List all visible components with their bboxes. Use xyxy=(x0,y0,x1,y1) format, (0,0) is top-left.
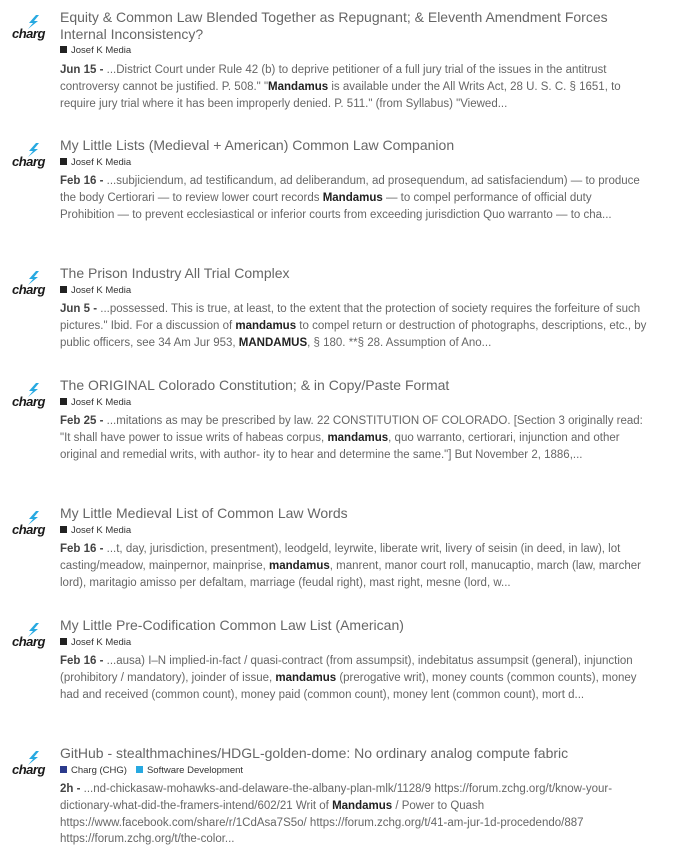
result-title[interactable]: Equity & Common Law Blended Together as Repugnant; & Eleventh Amendment Forces Internal Inconsistency? xyxy=(60,9,608,42)
category-badge[interactable] xyxy=(60,637,131,649)
result-excerpt xyxy=(60,653,648,703)
logo-wordmark: charg xyxy=(12,26,45,41)
result-title[interactable]: The Prison Industry All Trial Complex xyxy=(60,265,290,281)
charg-logo xyxy=(12,143,48,167)
category-badge[interactable] xyxy=(60,285,131,297)
lightning-bolt-icon xyxy=(12,383,48,409)
category-color-swatch xyxy=(60,46,67,53)
category-badge[interactable] xyxy=(136,765,243,777)
result-excerpt xyxy=(60,781,648,848)
category-name: Josef K Media xyxy=(71,285,132,296)
lightning-bolt-icon xyxy=(12,15,48,41)
category-color-swatch xyxy=(60,526,67,533)
excerpt-text: is available under the All Writs Act, 28 U. S. C. § 1651, to require jury trial where it has been improperly denied. P. 511." (from Syllabus) "Viewed... xyxy=(60,80,621,110)
category-color-swatch xyxy=(60,766,67,773)
charg-logo xyxy=(12,271,48,295)
category-color-swatch xyxy=(136,766,143,773)
lightning-bolt-icon xyxy=(12,751,48,777)
result-categories xyxy=(60,45,140,57)
category-name: Josef K Media xyxy=(71,525,132,536)
excerpt-text: ...subjiciendum, ad testificandum, ad deliberandum, ad prosequendum, ad satisfaciendum) — to produce the body Certiorari — to review lower court records xyxy=(60,175,640,204)
result-title[interactable]: My Little Lists (Medieval + American) Common Law Companion xyxy=(60,137,455,153)
highlighted-term: Mandamus xyxy=(332,799,393,812)
logo-wordmark: charg xyxy=(12,282,45,297)
lightning-bolt-icon xyxy=(12,143,48,169)
logo-wordmark: charg xyxy=(12,634,45,649)
result-categories xyxy=(60,397,140,409)
charg-logo xyxy=(12,511,48,535)
lightning-bolt-icon xyxy=(12,271,48,297)
excerpt-text: , manrent, manor court roll, manucaptio, march (law, marcher lord), maritagio amisso per defaltam, marriage (feudal right), mast right, mesne (lord, w... xyxy=(60,559,642,589)
result-title[interactable]: The ORIGINAL Colorado Constitution; & in Copy/Paste Format xyxy=(60,377,450,393)
logo-wordmark: charg xyxy=(12,762,45,777)
excerpt-text: ...District Court under Rule 42 (b) to deprive petitioner of a full jury trial of the issues in the antitrust controversy cannot be justified. P. 508." " xyxy=(60,64,607,93)
result-categories xyxy=(60,765,252,777)
highlighted-term: Mandamus xyxy=(268,80,329,93)
highlighted-term: mandamus xyxy=(327,431,389,444)
category-color-swatch xyxy=(60,398,67,405)
result-date: Feb 16 - xyxy=(60,175,107,187)
category-color-swatch xyxy=(60,158,67,165)
result-date: Jun 5 - xyxy=(60,303,101,315)
result-excerpt xyxy=(60,301,648,351)
lightning-bolt-icon xyxy=(12,623,48,649)
charg-logo xyxy=(12,383,48,407)
category-color-swatch xyxy=(60,286,67,293)
result-excerpt xyxy=(60,413,648,463)
result-date: 2h - xyxy=(60,783,84,795)
logo-wordmark: charg xyxy=(12,154,45,169)
excerpt-text: ...possessed. This is true, at least, to the extent that the protection of society requires the forfeiture of such pictures." Ibid. For a discussion of xyxy=(60,303,641,332)
category-badge[interactable] xyxy=(60,397,131,409)
result-date: Feb 25 - xyxy=(60,415,107,427)
category-name: Charg (CHG) xyxy=(71,765,127,776)
category-color-swatch xyxy=(60,638,67,645)
charg-logo xyxy=(12,751,48,775)
excerpt-text: ...t, day, jurisdiction, presentment), leodgeld, leyrwite, liberate writ, livery of seisin (in deed, in law), lot casting/meadow, mainpernor, mainprise, xyxy=(60,543,621,572)
result-title[interactable]: My Little Medieval List of Common Law Words xyxy=(60,505,348,521)
excerpt-text: , § 180. **§ 28. Assumption of Ano... xyxy=(307,336,492,349)
highlighted-term: mandamus xyxy=(269,559,330,572)
excerpt-text: , quo warranto, certiorari, injunction and other original and remedial writs, with author- ity to hear and determine the same."] But November 2, 1886,... xyxy=(60,431,620,461)
excerpt-text: ...ausa) I–N implied-in-fact / quasi-contract (from assumpsit), indebitatus assumpsit (general), injunction (prohibitory / mandatory), joinder of issue, xyxy=(60,655,633,684)
result-categories xyxy=(60,637,140,649)
logo-wordmark: charg xyxy=(12,394,45,409)
excerpt-text: / Power to Quash https://www.facebook.com/share/r/1CdAsa7S5o/ https://forum.zchg.org/t/41-am-jur-1d-procedendo/887 https://forum.zchg.org/t/the-color... xyxy=(60,799,584,846)
result-excerpt xyxy=(60,541,648,591)
result-excerpt xyxy=(60,173,648,223)
lightning-bolt-icon xyxy=(12,511,48,537)
category-name: Josef K Media xyxy=(71,397,132,408)
category-badge[interactable] xyxy=(60,765,127,777)
result-date: Feb 16 - xyxy=(60,655,107,667)
result-excerpt xyxy=(60,62,648,112)
logo-wordmark: charg xyxy=(12,522,45,537)
result-categories xyxy=(60,157,140,169)
excerpt-text: ...mitations as may be prescribed by law. 22 CONSTITUTION OF COLORADO. [Section 3 originally read: "It shall have power to issue writs of habeas corpus, xyxy=(60,415,643,444)
category-badge[interactable] xyxy=(60,157,131,169)
excerpt-text: ...nd-chickasaw-mohawks-and-delaware-the-albany-plan-mlk/1128/9 https://forum.zchg.org/t/know-your-dictionary-what-did-the-framers-intend/602/21 Writ of xyxy=(60,783,613,812)
category-name: Josef K Media xyxy=(71,637,132,648)
category-badge[interactable] xyxy=(60,525,131,537)
result-title[interactable]: GitHub - stealthmachines/HDGL-golden-dome: No ordinary analog compute fabric xyxy=(60,745,569,761)
result-date: Feb 16 - xyxy=(60,543,107,555)
highlighted-term: MANDAMUS xyxy=(238,336,308,349)
result-categories xyxy=(60,525,140,537)
excerpt-text: (prerogative writ), money counts (common counts), money had and received (common count), money paid (common count), money lent (common count), mort d... xyxy=(60,671,637,701)
category-name: Josef K Media xyxy=(71,157,132,168)
category-name: Software Development xyxy=(146,765,244,776)
result-date: Jun 15 - xyxy=(60,64,107,76)
result-categories xyxy=(60,285,140,297)
highlighted-term: mandamus xyxy=(275,671,337,684)
result-title[interactable]: My Little Pre-Codification Common Law List (American) xyxy=(60,617,404,633)
charg-logo xyxy=(12,15,48,39)
excerpt-text: — to compel performance of official duty Prohibition — to prevent ecclesiastical or inferior courts from exceeding jurisdiction Quo warranto — to cha... xyxy=(60,191,612,221)
highlighted-term: mandamus xyxy=(235,319,297,332)
charg-logo xyxy=(12,623,48,647)
excerpt-text: to compel return or destruction of photographs, descriptions, etc., by public officers, see 34 Am Jur 953, xyxy=(60,319,647,349)
category-badge[interactable] xyxy=(60,45,131,57)
highlighted-term: Mandamus xyxy=(322,191,383,204)
category-name: Josef K Media xyxy=(71,45,132,56)
